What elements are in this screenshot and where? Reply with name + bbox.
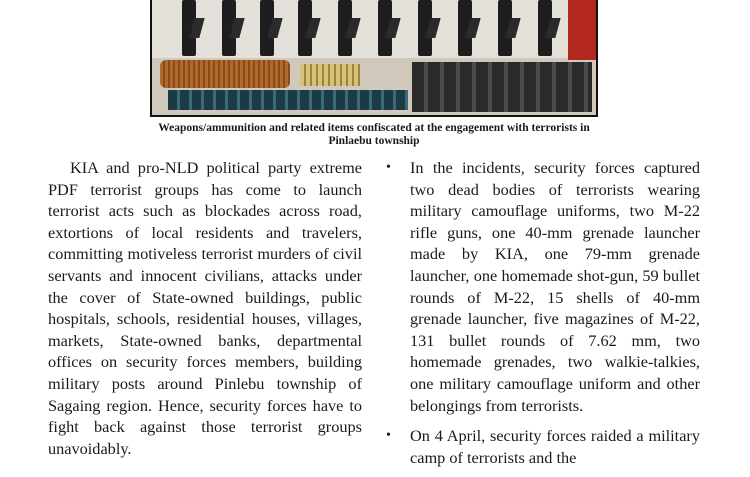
rifle [458, 0, 472, 56]
bullet-item [386, 425, 700, 468]
magazines [412, 62, 592, 112]
grenade-shells [300, 64, 360, 86]
left-column [48, 157, 362, 459]
rifle [378, 0, 392, 56]
photo-wall [152, 0, 596, 62]
article-paragraph: KIA and pro-NLD political party extreme PDF terrorist groups has come to launch terrorist acts such as blockades across road, extortions of local residents and travelers, committing motiveless terrorist murders of civil servants and innocent civilians, attacks under the cover of State-owned buildings, public hospitals, schools, residential houses, villages, markets, State-owned banks, departmental offices on security forces members, building military posts around Pinlebu township of Sagaing region. Hence, security forces have to fight back against those terrorist groups unavoidably. [48, 158, 362, 458]
bullet-text: On 4 April, security forces raided a military camp of terrorists and the [410, 426, 700, 467]
photo-caption: Weapons/ammunition and related items confiscated at the engagement with terrorists in Pinlaebu township [158, 122, 590, 147]
rifle [182, 0, 196, 56]
bullet-rounds [168, 90, 408, 110]
rifle [538, 0, 552, 56]
ammunition-pile [160, 60, 290, 88]
rifle [498, 0, 512, 56]
rifle [260, 0, 274, 56]
bullet-item [386, 157, 700, 416]
confiscated-weapons-photo [150, 0, 598, 117]
bullet-text: In the incidents, security forces captured two dead bodies of terrorists wearing military camouflage uniforms, two M-22 rifle guns, one 40-mm grenade launcher made by KIA, one 79-mm grenade launcher, one homemade shot-gun, 59 bullet rounds of M-22, 15 shells of 40-mm grenade launcher, five magazines of M-22, 131 bullet rounds of 7.62 mm, two homemade grenades, two walkie-talkies, one military camouflage uniform and other belongings from terrorists. [410, 158, 700, 415]
right-column [386, 157, 700, 477]
rifle [298, 0, 312, 56]
rifle [222, 0, 236, 56]
bullet-dot: • [386, 160, 391, 175]
bullet-dot: • [386, 428, 391, 444]
rifle [418, 0, 432, 56]
rifle [338, 0, 352, 56]
photo-red-backdrop [568, 0, 596, 60]
